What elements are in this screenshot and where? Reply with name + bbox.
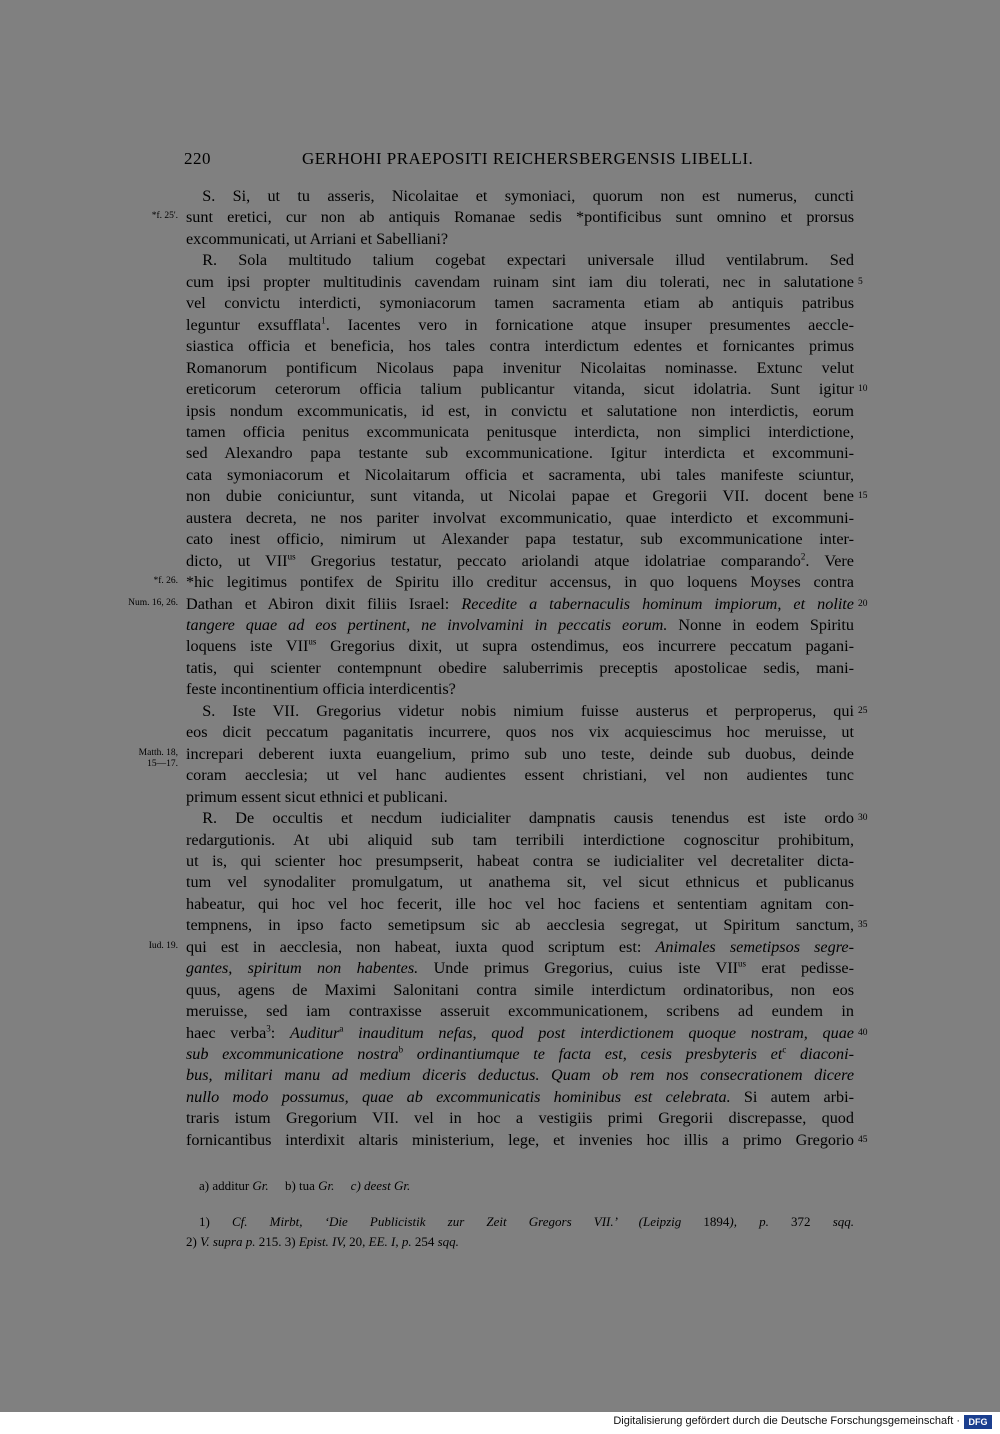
line-number: 10 xyxy=(858,384,868,395)
text-run: R. Sola multitudo talium cogebat expectari universale illud ventilabrum. Sed xyxy=(186,251,854,270)
text-line xyxy=(186,721,854,743)
text-run: loquens iste VII xyxy=(186,637,309,656)
text-run: . Iacentes vero in fornicatione atque insuper presumentes aeccle- xyxy=(325,315,854,334)
text-line xyxy=(186,485,854,507)
superscript-mark: b xyxy=(398,1044,404,1055)
line-number: 25 xyxy=(858,705,868,716)
text-run: ut is, qui scienter hoc presumpserit, habeat contra se iudicialiter vel decretaliter dicta- xyxy=(186,851,854,870)
text-line xyxy=(186,271,854,293)
text-run: ipsis nondum excommunicatis, id est, in convictu et salutatione non interdictis, eorum xyxy=(186,401,854,420)
text-line xyxy=(186,185,854,207)
text-line xyxy=(186,743,854,765)
text-run: cato inest officio, nimirum ut Alexander papa testatur, sub excommunicatione inter- xyxy=(186,530,854,549)
italic-text: diaconi- xyxy=(786,1045,854,1063)
text-line xyxy=(186,657,854,679)
italic-text: ), p. xyxy=(729,1214,769,1229)
text-line xyxy=(186,1000,854,1022)
text-run: qui est in aecclesia, non habeat, iuxta quod scriptum est: xyxy=(186,937,656,956)
italic-text: Recedite a tabernaculis hominum impiorum, et nolite xyxy=(461,594,854,613)
italic-text: nullo modo possumus, quae ab excommunicatis hominibus est celebrata. xyxy=(186,1087,731,1106)
text-run: austera decreta, ne nos pariter involvat excommunicatio, quae interdicto et excommuni- xyxy=(186,508,854,527)
text-line xyxy=(186,914,854,936)
text-run: dicto, ut VII xyxy=(186,551,288,570)
text-run: tum vel synodaliter promulgatum, ut anathema sit, vel sicut ethnicus et publicanus xyxy=(186,873,854,892)
text-run: 254 xyxy=(411,1234,438,1249)
text-run: leguntur exsufflata xyxy=(186,315,322,334)
superscript-mark: 2 xyxy=(800,551,806,562)
italic-text: gantes, spiritum non habentes. xyxy=(186,959,419,978)
text-line xyxy=(186,635,854,657)
text-run: haec verba xyxy=(186,1023,267,1042)
text-line xyxy=(186,593,854,615)
page-number: 220 xyxy=(184,149,211,168)
superscript-mark: 3 xyxy=(266,1023,271,1034)
line-number: 45 xyxy=(858,1134,868,1145)
italic-text: Cf. Mirbt, ‘Die Publicistik zur Zeit Gregors VII.’ (Leipzig xyxy=(231,1214,682,1229)
text-line xyxy=(186,700,854,722)
text-line xyxy=(186,228,854,250)
text-run: fornicantibus interdixit altaris ministerium, lege, et invenies hoc illis a primo Gregorio xyxy=(186,1130,854,1149)
text-line xyxy=(186,400,854,422)
text-line xyxy=(186,378,854,400)
text-run: erat pedisse- xyxy=(746,959,854,978)
text-run: Nonne in eodem Spiritu xyxy=(667,616,854,634)
text-run: coram aecclesia; ut vel hanc audientes essent christiani, vel non audientes tunc xyxy=(186,766,854,785)
text-run: excommunicati, ut Arriani et Sabelliani? xyxy=(186,229,449,248)
text-run: 372 xyxy=(768,1214,833,1229)
text-line xyxy=(186,936,854,958)
text-line xyxy=(186,1086,854,1108)
text-line xyxy=(186,206,854,228)
text-line xyxy=(186,442,854,464)
text-run: redargutionis. At ubi aliquid sub tam terribili interdictione cognoscitur prohibitum, xyxy=(186,830,854,849)
text-line xyxy=(186,850,854,872)
line-number: 35 xyxy=(858,920,868,931)
line-number: 5 xyxy=(858,276,863,287)
footnote-line xyxy=(186,1232,854,1252)
margin-note: Matth. 18, 15—17. xyxy=(138,747,178,769)
text-run: R. De occultis et necdum iudicialiter dampnatis causis tenendus est iste ordo xyxy=(186,809,854,828)
text-line xyxy=(186,1022,854,1044)
text-run: quus, agens de Maximi Salonitani contra simile interdictum ordinatoribus, non eos xyxy=(186,980,854,999)
text-line xyxy=(186,979,854,1001)
text-run: vel convictu interdicti, symoniacorum tamen sacramenta etiam ab antiquis patribus xyxy=(186,294,854,313)
text-run: S. Si, ut tu asseris, Nicolaitae et symoniaci, quorum non est numerus, cuncti xyxy=(186,187,854,205)
text-line xyxy=(186,829,854,851)
text-line xyxy=(186,550,854,572)
text-run: feste incontinentium officia interdicentis? xyxy=(186,680,456,699)
text-line xyxy=(186,764,854,786)
text-run: tamen officia penitus excommunicata penitusque interdicta, non simplici interdictione, xyxy=(186,422,854,441)
italic-text: EE. I, p. xyxy=(368,1234,412,1249)
text-line xyxy=(186,678,854,700)
line-number: 40 xyxy=(858,1027,868,1038)
margin-note: *f. 25'. xyxy=(151,211,178,222)
line-number: 15 xyxy=(858,491,868,502)
text-run: a) additur xyxy=(186,1178,253,1193)
line-number: 30 xyxy=(858,813,868,824)
credit-bar xyxy=(0,1412,1000,1434)
text-line xyxy=(186,1043,854,1065)
text-line xyxy=(186,1129,854,1151)
text-run: sed Alexandro papa testante sub excommunicatione. Igitur interdicta et excommuni- xyxy=(186,444,854,463)
italic-text: Gr. xyxy=(318,1178,335,1193)
text-run: eos dicit peccatum paganitatis incurrere, quos nos vix acquiescimus hoc meruisse, ut xyxy=(186,723,854,742)
italic-text: Gr. xyxy=(252,1178,269,1193)
text-run: cata symoniacorum et Nicolaitarum officia et sacramenta, ubi tales manifeste sciuntur, xyxy=(186,465,854,484)
superscript-mark: a xyxy=(339,1023,344,1034)
text-run: 2) xyxy=(186,1234,201,1249)
text-line xyxy=(186,871,854,893)
text-line xyxy=(186,421,854,443)
text-run: 1894 xyxy=(681,1214,730,1229)
text-run: Dathan et Abiron dixit filiis Israel: xyxy=(186,594,462,613)
text-run: Romanorum pontificum Nicolaus papa invenitur Nicolaitas nominasse. Extunc velut xyxy=(186,358,854,377)
italic-text: Animales semetipsos segre- xyxy=(655,937,854,956)
text-run: 1) xyxy=(186,1214,232,1229)
text-line xyxy=(186,786,854,808)
italic-text: bus, militari manu ad medium diceris deductus. Quam ob rem nos consecrationem dicere xyxy=(186,1066,854,1085)
text-run: 215. 3) xyxy=(255,1234,299,1249)
text-line xyxy=(186,807,854,829)
italic-text: Epist. IV, xyxy=(298,1234,346,1249)
text-line xyxy=(186,957,854,979)
text-run: increpari deberent iuxta euangelium, primo sub uno teste, deinde sub duobus, deinde xyxy=(186,744,854,763)
italic-text: V. supra p. xyxy=(200,1234,256,1249)
italic-text: sqq. xyxy=(832,1214,855,1229)
text-run: Gregorius testatur, peccato ariolandi atque idolatriae comparando xyxy=(295,551,801,570)
text-line xyxy=(186,571,854,593)
text-line xyxy=(186,335,854,357)
text-line xyxy=(186,249,854,271)
superscript-mark: 1 xyxy=(321,315,326,326)
text-line xyxy=(186,1107,854,1129)
margin-note: Num. 16, 26. xyxy=(128,597,178,608)
text-line xyxy=(186,528,854,550)
text-line xyxy=(186,314,854,336)
text-run: Unde primus Gregorius, cuius iste VII xyxy=(418,959,738,978)
italic-text: sub excommunicatione nostra xyxy=(186,1045,399,1063)
text-run: . Vere xyxy=(805,551,854,570)
text-run: b) tua xyxy=(268,1178,319,1193)
superscript-mark: us xyxy=(308,637,317,648)
text-line xyxy=(186,292,854,314)
italic-text: ordinantiumque te facta est, cesis presbyteris et xyxy=(403,1045,783,1063)
line-number: 20 xyxy=(858,598,868,609)
text-line xyxy=(186,507,854,529)
superscript-mark: us xyxy=(737,958,746,969)
text-line xyxy=(186,893,854,915)
text-run: traris istum Gregorium VII. vel in hoc a vestigiis primi Gregorii discrepasse, quod xyxy=(186,1109,854,1128)
footnote-line xyxy=(186,1176,854,1196)
dfg-logo-icon: DFG xyxy=(964,1415,992,1429)
text-run: 20, xyxy=(345,1234,369,1249)
text-run: S. Iste VII. Gregorius videtur nobis nimium fuisse austerus et perproperus, qui xyxy=(186,701,854,720)
footnote-line xyxy=(186,1212,854,1232)
text-run: meruisse, sed iam contraxisse asseruit excommunicationem, scribens ad eundem in xyxy=(186,1002,854,1021)
margin-note: Iud. 19. xyxy=(148,940,178,951)
text-run: : xyxy=(270,1023,290,1042)
italic-text: sqq. xyxy=(437,1234,459,1249)
margin-note: *f. 26. xyxy=(153,576,178,587)
credit-text: Digitalisierung gefördert durch die Deutsche Forschungsgemeinschaft · xyxy=(613,1415,960,1427)
text-run: Gregorius dixit, ut supra ostendimus, eos incurrere peccatum pagani- xyxy=(316,637,854,656)
text-run: habeatur, qui hoc vel hoc fecerit, ille hoc vel hoc faciens et sententiam agnitam con- xyxy=(186,894,854,913)
text-run: tatis, qui scienter contempnunt obedire saluberrimis preceptis apostolicae sedis, mani- xyxy=(186,658,854,677)
text-line xyxy=(186,464,854,486)
superscript-mark: c xyxy=(782,1044,787,1055)
italic-text: Auditur xyxy=(289,1023,340,1042)
text-run: non dubie coniciuntur, sunt vitanda, ut Nicolai papae et Gregorii VII. docent bene xyxy=(186,487,854,506)
text-run: sunt eretici, cur non ab antiquis Romanae sedis *pontificibus sunt omnino et prorsus xyxy=(186,208,854,227)
text-run: *hic legitimus pontifex de Spiritu illo creditur accensus, in quo loquens Moyses contra xyxy=(186,573,854,592)
text-run: cum ipsi propter multitudinis cavendam ruinam sint iam diu tolerati, nec in salutatione xyxy=(186,272,854,291)
text-line xyxy=(186,357,854,379)
italic-text: inauditum nefas, quod post interdictionem quoque nostram, quae xyxy=(343,1023,854,1042)
text-line xyxy=(186,1064,854,1086)
text-run: Si autem arbi- xyxy=(730,1087,854,1106)
text-line xyxy=(186,614,854,636)
italic-text: c) deest Gr. xyxy=(334,1178,411,1193)
running-title: GERHOHI PRAEPOSITI REICHERSBERGENSIS LIBELLI. xyxy=(302,149,754,168)
text-run: tempnens, in ipso facto semetipsum sic ab aecclesia segregat, ut Spiritum sanctum, xyxy=(186,916,854,935)
text-run: ereticorum ceterorum officia talium publicantur vitanda, sicut idolatria. Sunt igitur xyxy=(186,380,854,399)
superscript-mark: us xyxy=(287,551,296,562)
text-run: primum essent sicut ethnici et publicani. xyxy=(186,787,448,806)
text-run: siastica officia et beneficia, hos tales contra interdictum edentes et fornicantes primus xyxy=(186,337,854,356)
italic-text: tangere quae ad eos pertinent, ne involvamini in peccatis eorum. xyxy=(186,616,668,634)
